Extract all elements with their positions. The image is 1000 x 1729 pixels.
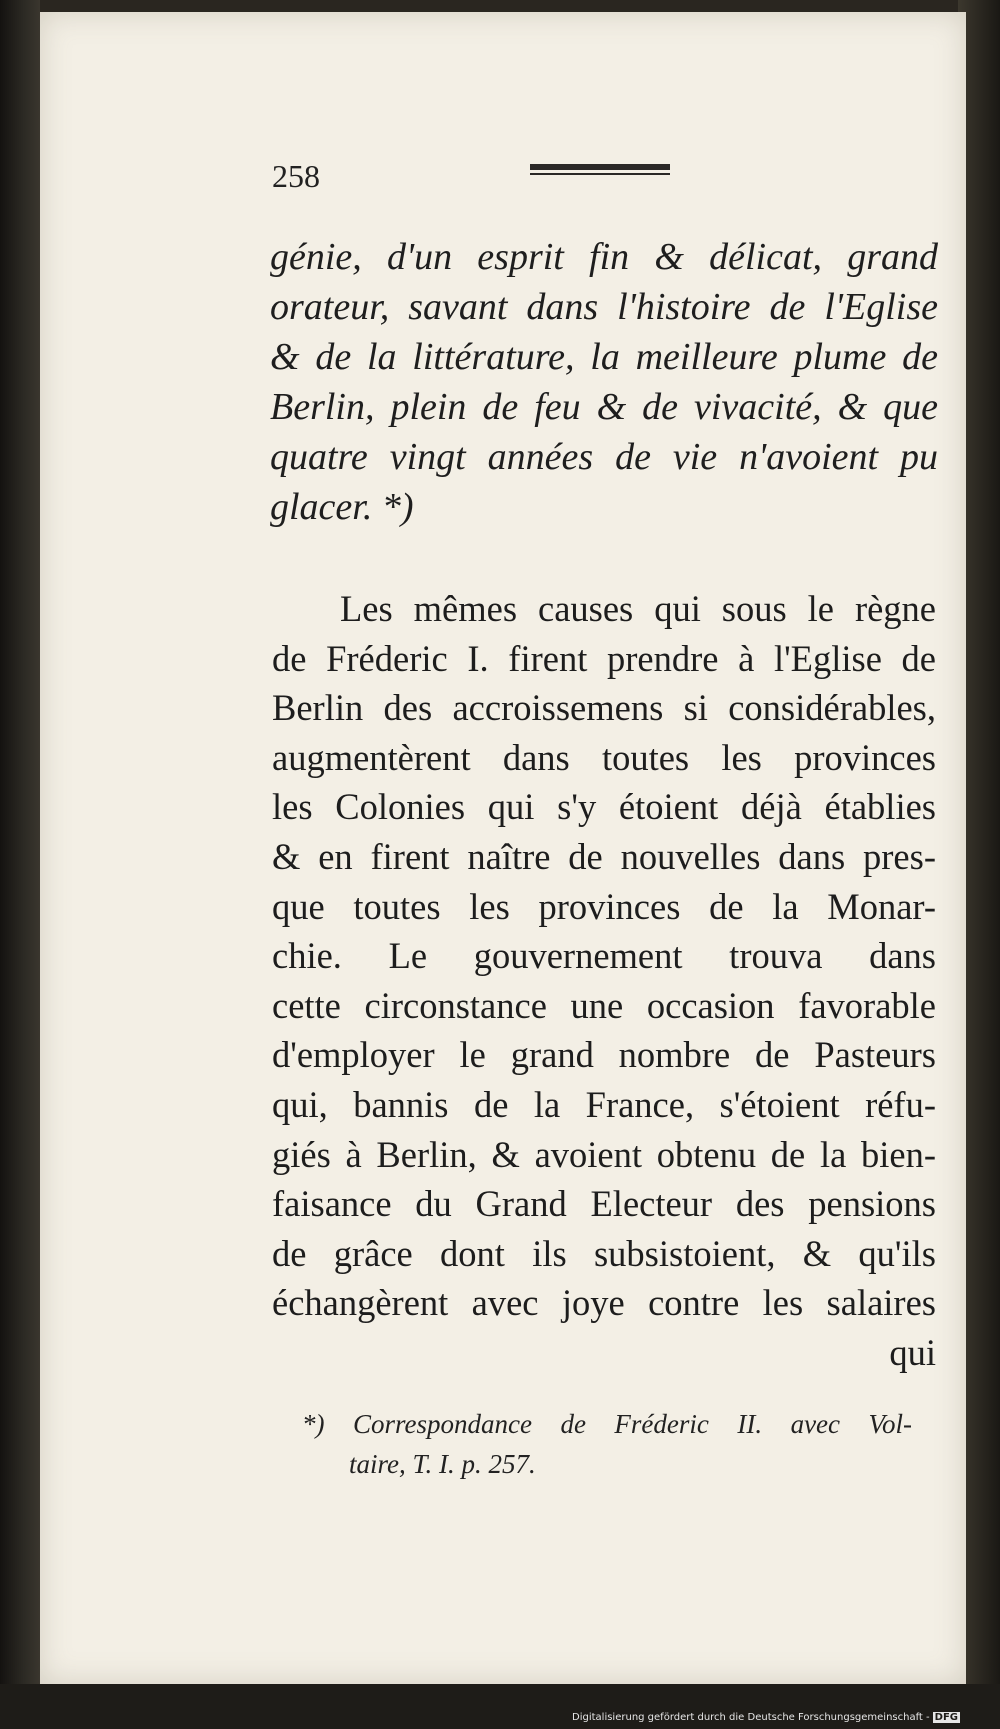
body-line: giés à Berlin, & avoient obtenu de la bien- xyxy=(272,1133,936,1175)
body-line: cette circonstance une occasion favorable xyxy=(272,984,936,1026)
footnote xyxy=(302,1404,912,1484)
body-line: échangèrent avec joye contre les salaires xyxy=(272,1282,936,1324)
body-line: de Fréderic I. firent prendre à l'Eglise de xyxy=(272,637,936,679)
header-rule-thin xyxy=(530,173,670,175)
body-line: chie. Le gouvernement trouva dans xyxy=(272,935,936,977)
body-line: les Colonies qui s'y étoient déjà établies xyxy=(272,786,936,828)
italic-line: & de la littérature, la meilleure plume de xyxy=(270,336,938,378)
body-line: augmentèrent dans toutes les provinces xyxy=(272,736,936,778)
digitization-credit-text: Digitalisierung gefördert durch die Deutsche Forschungsgemeinschaft - xyxy=(572,1712,930,1723)
body-line: qui, bannis de la France, s'étoient réfu- xyxy=(272,1083,936,1125)
body-line: faisance du Grand Electeur des pensions xyxy=(272,1183,936,1225)
header-rule xyxy=(530,164,670,176)
italic-line: génie, d'un esprit fin & délicat, grand xyxy=(270,236,938,278)
body-paragraph xyxy=(272,584,936,1378)
body-line: d'employer le grand nombre de Pasteurs xyxy=(272,1034,936,1076)
italic-paragraph xyxy=(270,232,938,532)
catchword: qui xyxy=(889,1331,936,1373)
italic-line: quatre vingt années de vie n'avoient pu xyxy=(270,436,938,478)
page-number: 258 xyxy=(272,158,320,194)
header-rule-thick xyxy=(530,164,670,170)
footnote-line: *) Correspondance de Fréderic II. avec Vol- xyxy=(302,1409,912,1439)
body-line: que toutes les provinces de la Monar- xyxy=(272,885,936,927)
footnote-line: taire, T. I. p. 257. xyxy=(349,1449,536,1479)
italic-line: orateur, savant dans l'histoire de l'Eglise xyxy=(270,286,938,328)
dfg-logo: DFG xyxy=(934,1712,958,1723)
book-spine-edge xyxy=(0,0,40,1729)
body-line: Berlin des accroissemens si considérables, xyxy=(272,687,936,729)
body-line: Les mêmes causes qui sous le règne xyxy=(340,588,936,629)
italic-line: glacer. *) xyxy=(270,486,414,528)
italic-line: Berlin, plein de feu & de vivacité, & que xyxy=(270,386,938,428)
body-line: & en firent naître de nouvelles dans pres- xyxy=(272,835,936,877)
digitization-credit xyxy=(572,1712,960,1723)
body-line: de grâce dont ils subsistoient, & qu'ils xyxy=(272,1232,936,1274)
